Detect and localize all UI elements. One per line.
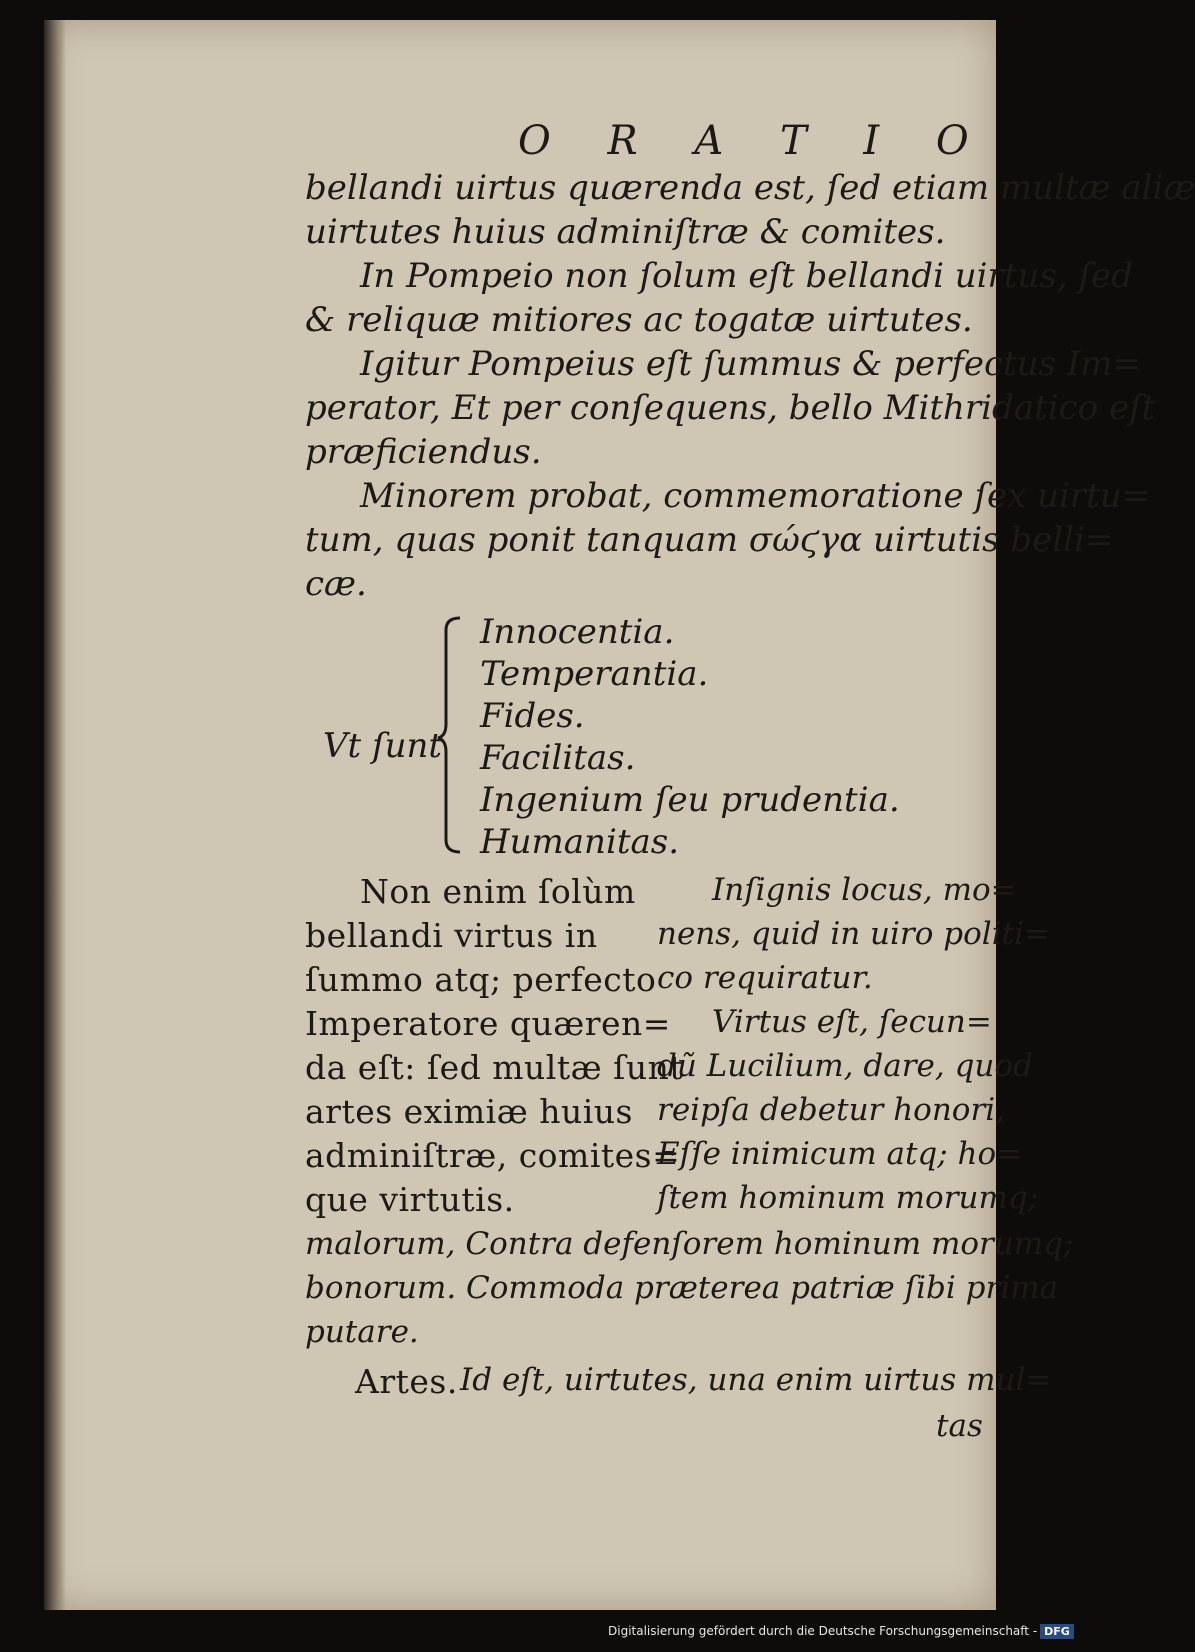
list-item-humanitas: Humanitas. <box>480 822 680 862</box>
right-column-line-8: ſtem hominum morumq; <box>657 1180 1039 1216</box>
left-column-line-2: bellandi virtus in <box>305 916 598 955</box>
list-label: Vt ſunt <box>323 726 443 766</box>
text-line-9: tum, quas ponit tanquam σώϛγα uirtutis belli= <box>305 520 1114 560</box>
left-column-line-4: Imperatore quæren= <box>305 1004 671 1043</box>
right-column-line-3: co requiratur. <box>657 960 873 996</box>
left-column-line-6: artes eximiæ huius <box>305 1092 633 1131</box>
catchword: tas <box>936 1408 983 1444</box>
text-line-3: In Pompeio non ſolum eſt bellandi uirtus, ſed <box>360 256 1133 296</box>
list-brace <box>438 612 468 858</box>
text-line-1: bellandi uirtus quærenda est, ſed etiam multæ aliæ <box>305 168 1195 208</box>
tail-line-3: putare. <box>305 1314 419 1350</box>
left-column-line-3: ſummo atq; perfecto <box>305 960 657 999</box>
left-column-line-7: adminiſtræ, comites= <box>305 1136 681 1175</box>
text-line-2: uirtutes huius adminiſtræ & comites. <box>305 212 946 252</box>
page-gutter-shadow <box>44 20 66 1610</box>
right-column-line-4: Virtus eſt, ſecun= <box>712 1004 992 1040</box>
right-column-line-2: nens, quid in uiro politi= <box>657 916 1050 952</box>
last-line-lemma: Artes. <box>355 1362 458 1401</box>
text-line-4: & reliquæ mitiores ac togatæ uirtutes. <box>305 300 973 340</box>
dfg-logo: DFG <box>1040 1624 1074 1639</box>
tail-line-2: bonorum. Commoda præterea patriæ ſibi prima <box>305 1270 1059 1306</box>
list-item-temperantia: Temperantia. <box>480 654 709 694</box>
text-line-6: perator, Et per conſequens, bello Mithridatico eſt <box>305 388 1156 428</box>
text-line-5: Igitur Pompeius eſt ſummus & perfectus Im= <box>360 344 1142 384</box>
list-item-ingenium: Ingenium ſeu prudentia. <box>480 780 900 820</box>
list-item-facilitas: Facilitas. <box>480 738 636 778</box>
left-column-line-1: Non enim ſolùm <box>360 872 636 911</box>
left-column-line-8: que virtutis. <box>305 1180 515 1219</box>
credit-text: Digitalisierung gefördert durch die Deutsche Forschungsgemeinschaft - <box>608 1624 1038 1638</box>
left-column-line-5: da eſt: ſed multæ ſunt <box>305 1048 684 1087</box>
right-column-line-7: Eſſe inimicum atq; ho= <box>657 1136 1023 1172</box>
text-line-7: præficiendus. <box>305 432 542 472</box>
last-line-text: Id eſt, uirtutes, una enim uirtus mul= <box>460 1362 1052 1398</box>
tail-line-1: malorum, Contra defenſorem hominum morumq; <box>305 1226 1074 1262</box>
right-column-line-1: Inſignis locus, mo= <box>712 872 1017 908</box>
right-column-line-5: dũ Lucilium, dare, quod <box>657 1048 1033 1084</box>
list-item-innocentia: Innocentia. <box>480 612 675 652</box>
text-line-8: Minorem probat, commemoratione ſex uirtu= <box>360 476 1151 516</box>
digitization-credit <box>608 1624 1074 1639</box>
right-column-line-6: reipſa debetur honori, <box>657 1092 1006 1128</box>
text-line-10: cæ. <box>305 564 367 604</box>
running-head: O R A T I O <box>518 118 991 164</box>
list-item-fides: Fides. <box>480 696 585 736</box>
